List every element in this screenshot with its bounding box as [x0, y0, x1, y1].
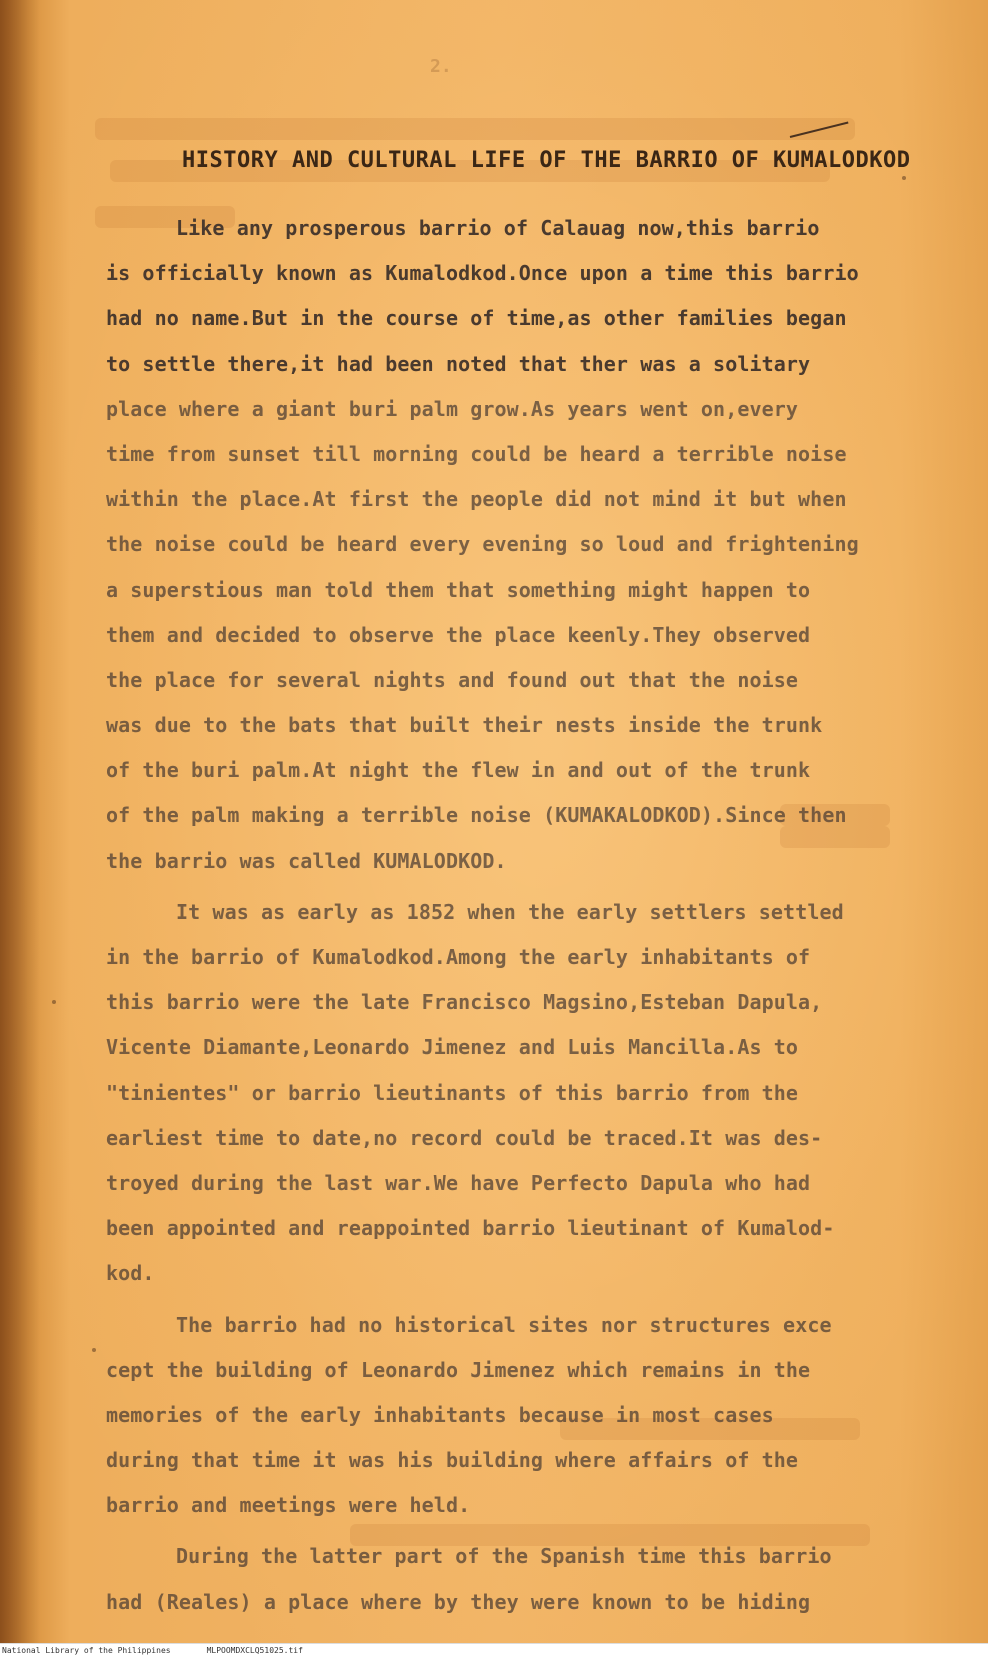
text-line: within the place.At first the people did not mind it but when	[106, 487, 847, 512]
text-line: them and decided to observe the place keenly.They observed	[106, 622, 811, 647]
text-line: to settle there,it had been noted that ther was a solitary	[106, 351, 811, 376]
text-line: been appointed and reappointed barrio lieutinant of Kumalod-	[106, 1216, 835, 1241]
text-line: Like any prosperous barrio of Calauag now,this barrio	[176, 216, 820, 240]
text-line: kod.	[106, 1261, 155, 1286]
text-line: cept the building of Leonardo Jimenez which remains in the	[106, 1357, 811, 1382]
text-line: the place for several nights and found out that the noise	[106, 667, 799, 692]
text-line: during that time it was his building where affairs of the	[106, 1448, 799, 1473]
text-line: this barrio were the late Francisco Magsino,Esteban Dapula,	[106, 990, 823, 1015]
document-title: HISTORY AND CULTURAL LIFE OF THE BARRIO OF KUMALODKOD	[182, 148, 911, 173]
paper-speck	[92, 1348, 96, 1352]
text-line: "tinientes" or barrio lieutinants of this barrio from the	[106, 1080, 799, 1105]
scan-footer	[0, 1643, 988, 1658]
text-line: the noise could be heard every evening so loud and frightening	[106, 532, 859, 557]
text-line: a superstious man told them that something might happen to	[106, 577, 811, 602]
bleed-through-text	[95, 118, 855, 140]
text-line: in the barrio of Kumalodkod.Among the early inhabitants of	[106, 945, 811, 969]
text-line: memories of the early inhabitants because in most cases	[106, 1402, 774, 1427]
text-line: barrio and meetings were held.	[106, 1493, 471, 1518]
text-line: had (Reales) a place where by they were known to be hiding	[106, 1589, 811, 1614]
text-line: It was as early as 1852 when the early settlers settled	[176, 899, 844, 924]
text-line: During the latter part of the Spanish time this barrio	[176, 1544, 832, 1569]
document-body	[106, 206, 926, 1625]
library-credit: National Library of the Philippines	[2, 1646, 171, 1655]
paper-speck	[902, 176, 906, 180]
text-line: troyed during the last war.We have Perfecto Dapula who had	[106, 1170, 811, 1195]
text-line: was due to the bats that built their nests inside the trunk	[106, 713, 823, 738]
text-line: the barrio was called KUMALODKOD.	[106, 848, 507, 873]
text-line: place where a giant buri palm grow.As years went on,every	[106, 396, 799, 421]
text-line: is officially known as Kumalodkod.Once upon a time this barrio	[106, 261, 859, 286]
page-number: 2.	[430, 56, 452, 77]
text-line: time from sunset till morning could be heard a terrible noise	[106, 441, 847, 466]
text-line: of the palm making a terrible noise (KUMAKALODKOD).Since then	[106, 803, 847, 828]
text-line: Vicente Diamante,Leonardo Jimenez and Luis Mancilla.As to	[106, 1035, 799, 1060]
file-name: MLPOOMDXCLQ51025.tif	[206, 1646, 303, 1655]
text-line: earliest time to date,no record could be traced.It was des-	[106, 1125, 823, 1150]
binding-shadow	[0, 0, 40, 1644]
text-line: had no name.But in the course of time,as other families began	[106, 306, 847, 331]
text-line: of the buri palm.At night the flew in and out of the trunk	[106, 758, 811, 783]
text-line: The barrio had no historical sites nor structures exce	[176, 1312, 832, 1337]
paper-speck	[52, 1000, 56, 1004]
